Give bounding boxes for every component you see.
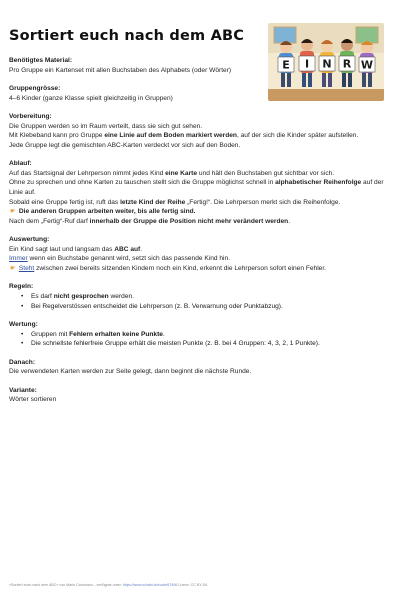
preparation-line-3: Jede Gruppe legt die gemischten ABC-Karten verdeckt vor sich auf den Boden.: [9, 141, 241, 149]
children-holding-letter-cards-image: [268, 23, 384, 101]
procedure-heading: Ablauf:: [9, 160, 32, 168]
evaluation-section: [9, 235, 386, 273]
procedure-line-4: ☛ Die anderen Gruppen arbeiten weiter, bis alle fertig sind.: [10, 208, 196, 216]
card-letter-1: E: [282, 58, 290, 72]
procedure-line-5: Nach dem „Fertig“-Ruf darf innerhalb der Gruppe die Position nicht mehr verändert werden.: [9, 217, 291, 225]
card-letter-5: W: [360, 58, 374, 72]
pointing-hand-icon: ☛: [10, 208, 16, 216]
group-size-text: 4–6 Kinder (ganze Klasse spielt gleichzeitig in Gruppen): [9, 94, 173, 102]
scoring-section: [9, 320, 386, 349]
list-item: • Es darf nicht gesprochen werden.: [31, 292, 386, 302]
rules-heading: Regeln:: [9, 283, 34, 291]
procedure-line-3: Sobald eine Gruppe fertig ist, ruft das letzte Kind der Reihe „Fertig!“. Die Lehrperson merkt sich die Reihenfolge.: [9, 198, 341, 206]
preparation-heading: Vorbereitung:: [9, 113, 52, 121]
variant-section: [9, 386, 386, 405]
variant-heading: Variante:: [9, 386, 37, 394]
procedure-line-2: Ohne zu sprechen und ohne Karten zu tauschen stellt sich die Gruppe möglichst schnell in alphabetischer Reihenfolge auf der Linie auf.: [9, 179, 384, 197]
afterwards-section: [9, 358, 386, 377]
list-item: • Die schnellste fehlerfreie Gruppe erhält die meisten Punkte (z. B. bei 4 Gruppen: 4, 3, 2, 1 Punkte).: [31, 339, 386, 349]
rules-section: [9, 282, 386, 311]
preparation-line-1: Die Gruppen werden so im Raum verteilt, dass sie sich gut sehen.: [9, 122, 203, 130]
pointing-hand-icon: ☛: [10, 264, 16, 272]
source-link[interactable]: https://www.schabi.ch/node/67406: [122, 582, 178, 587]
variant-text: Wörter sortieren: [9, 396, 57, 404]
list-item: • Gruppen mit Fehlern erhalten keine Punkte.: [31, 330, 386, 340]
afterwards-text: Die verwendeten Karten werden zur Seite gelegt, dann beginnt die nächste Runde.: [9, 368, 252, 376]
scoring-heading: Wertung:: [9, 321, 38, 329]
scoring-list: [9, 330, 386, 349]
card-letter-2: I: [304, 57, 310, 71]
evaluation-line-3: ☛ Steht zwischen zwei bereits sitzenden Kindern noch ein Kind, erkennt die Lehrperson sofort einen Fehler.: [10, 264, 327, 272]
material-heading: Benötigtes Material:: [9, 57, 73, 65]
evaluation-heading: Auswertung:: [9, 236, 50, 244]
preparation-section: [9, 112, 386, 150]
card-letter-3: N: [322, 57, 332, 71]
evaluation-line-2: Immer wenn ein Buchstabe genannt wird, setzt sich das passende Kind hin.: [9, 255, 231, 263]
material-text: Pro Gruppe ein Kartenset mit allen Buchstaben des Alphabets (oder Wörter): [9, 66, 232, 74]
card-letter-4: R: [342, 57, 352, 71]
procedure-section: [9, 159, 386, 226]
license-footer: «Sortiert euch nach dem ABC» von Mario Carlomani – verfügbar unter: https://www.schabi.ch/node/67406 Lizenz: CC BY-SA: [9, 582, 208, 587]
afterwards-heading: Danach:: [9, 358, 36, 366]
group-size-heading: Gruppengrösse:: [9, 85, 61, 93]
page-title: Sortiert euch nach dem ABC: [9, 28, 245, 44]
list-item: • Bei Regelverstössen entscheidet die Lehrperson (z. B. Verwarnung oder Punktabzug).: [31, 302, 386, 312]
material-section: [9, 56, 259, 75]
procedure-line-1: Auf das Startsignal der Lehrperson nimmt jedes Kind eine Karte und hält den Buchstaben gut sichtbar vor sich.: [9, 169, 335, 177]
rules-list: [9, 292, 386, 311]
preparation-line-2: Mit Klebeband kann pro Gruppe eine Linie auf dem Boden markiert werden, auf der sich die Kinder später aufstellen.: [9, 132, 359, 140]
evaluation-line-1: Ein Kind sagt laut und langsam das ABC auf.: [9, 245, 143, 253]
